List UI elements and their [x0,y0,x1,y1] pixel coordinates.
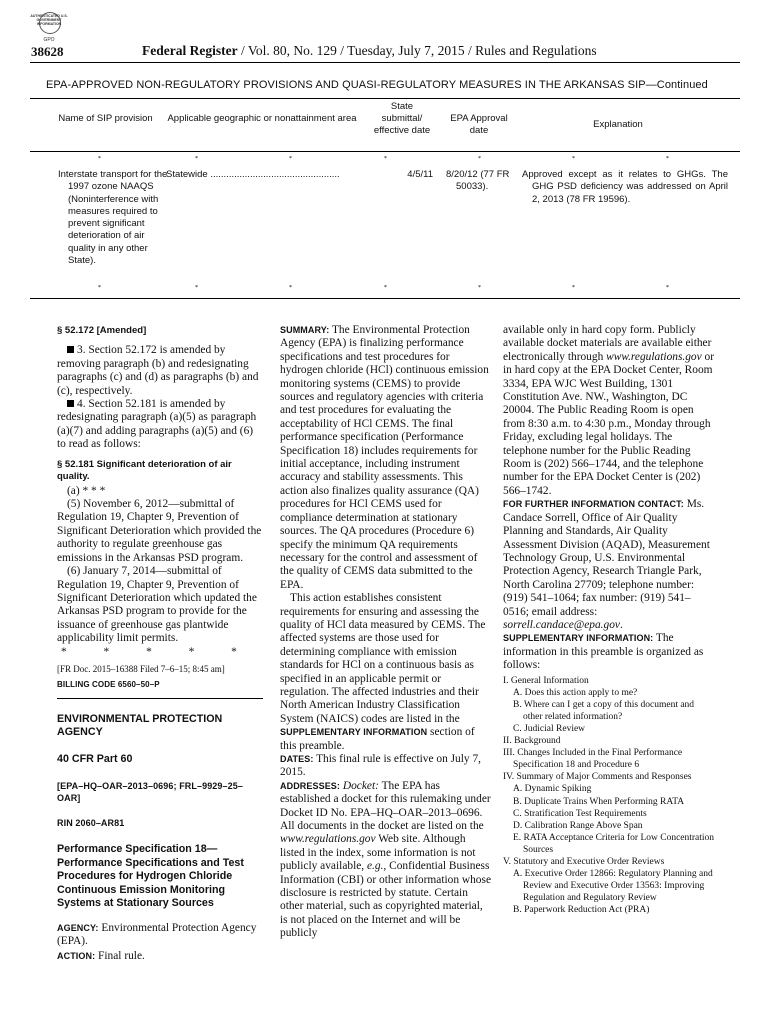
toc-item: A. Executive Order 12866: Regulatory Planning and Review and Executive Order 13563: Improving Regulation and Regulatory Review [513,869,713,904]
toc-item: C. Judicial Review [513,723,586,734]
table-bottom-rule [30,298,740,299]
addresses-paragraph: ADDRESSES: Docket: The EPA has established a docket for this rulemaking under Docket ID No. EPA–HQ–OAR–2013–0696. All documents in the docket are listed on the www.regulations.gov Web site. Although listed in the index, some information is not publicly available, e.g., Confidential Business Information (CBI) or other information whose disclosure is restricted by statute. Certain other material, such as copyrighted material, is not placed on the Internet and will be publicly [280,779,491,940]
agency-heading: ENVIRONMENTAL PROTECTION AGENCY [57,712,223,738]
table-title: EPA-APPROVED NON-REGULATORY PROVISIONS AND QUASI-REGULATORY MEASURES IN THE ARKANSAS SIP—Continued [46,79,708,91]
regulations-gov-link[interactable]: www.regulations.gov [606,350,702,363]
continuation-mark: * [384,156,387,162]
column-header-state-date: State submittal/ effective date [373,101,431,136]
column-1 [57,324,263,964]
publication-name: Federal Register [142,43,238,58]
summary-paragraph: SUMMARY: The Environmental Protection Agency (EPA) is finalizing performance specifications and test procedures for hydrogen chloride (HCl) continuous emission monitoring systems (CEMS) to provide sources and regulatory agencies with criteria and test procedures for evaluating the acceptability of HCl CEMS. The final performance specification (Performance Specification 18) includes requirements for initial acceptance, including instrument accuracy and stability assessments. This action also finalizes quality assurance (QA) procedures for HCl CEMS used for compliance determination at stationary sources. The QA procedures (Procedure 6) specify the minimum QA requirements necessary for the control and assessment of the quality of CEMS data submitted to the EPA. [280,324,489,591]
continuation-mark: * [666,285,669,291]
continuation-mark: * [384,285,387,291]
table-top-rule [30,98,740,99]
summary-paragraph-2: This action establishes consistent requirements for ensuring and assessing the quality of HCl data measured by CEMS. The affected systems are those used for determining compliance with emission standards for HCl on a continuous basis as specified in an applicable permit or regulation. The affected industries and their North American Industry Classification System (NAICS) codes are listed in the SUPPLEMENTARY INFORMATION section of this preamble. [280,592,486,752]
rin-number: RIN 2060–AR81 [57,817,125,828]
toc-item: D. Calibration Range Above Span [513,820,643,831]
gpo-logo-text: AUTHENTICATED U.S. GOVERNMENT INFORMATION [30,14,68,26]
continuation-mark: * [478,285,481,291]
table-header-rule [30,151,740,152]
document-separator-rule [57,698,263,699]
amendatory-instruction-3: 3. Section 52.172 is amended by removing paragraph (b) and redesignating paragraphs (c) and (d) as paragraphs (b) and (c), respectively. [57,344,259,397]
contact-email-link[interactable]: sorrell.candace@epa.gov [503,618,620,631]
table-cell-name: Interstate transport for the 1997 ozone NAAQS (Noninterference with measures required to prevent significant deterioration of air quality in any other State). [58,169,168,267]
bullet-square-icon [67,346,74,353]
paragraph-a6: (6) January 7, 2014—submittal of Regulation 19, Chapter 9, Prevention of Significant Deterioration which updated the Arkansas PSD program to provide for the issuance of greenhouse gas plantwide applicability limit permits. [57,565,257,645]
toc-item: E. RATA Acceptance Criteria for Low Concentration Sources [513,832,715,855]
toc-item: II. Background [503,736,561,747]
agency-line: AGENCY: Environmental Protection Agency (EPA). [57,921,257,948]
paragraph-a: (a) * * * [67,484,106,497]
regulations-gov-link[interactable]: www.regulations.gov [280,833,376,846]
toc-item: V. Statutory and Executive Order Reviews [503,856,665,867]
column-header-explanation: Explanation [593,119,643,130]
column-header-epa-date: EPA Approval date [450,113,508,136]
issue-info: / Vol. 80, No. 129 / Tuesday, July 7, 2015 / Rules and Regulations [237,43,597,58]
toc-item: A. Does this action apply to me? [513,687,638,698]
continuation-mark: * [572,156,575,162]
rule-title: Performance Specification 18—Performance Specifications and Test Procedures for Hydrogen Chloride Continuous Emission Monitoring Systems at Stationary Sources [57,843,244,910]
docket-availability-paragraph: available only in hard copy form. Publicly available docket materials are available either electronically through www.regulations.gov or in hard copy at the EPA Docket Center, Room 3334, EPA WJC West Building, 1301 Constitution Ave. NW., Washington, DC 20004. The Public Reading Room is open from 8:30 a.m. to 4:30 p.m., Monday through Friday, excluding legal holidays. The telephone number for the Public Reading Room is (202) 566–1744, and the telephone number for the EPA Docket Center is (202) 566–1742. [503,324,715,497]
toc-item: I. General Information [503,675,589,686]
fr-doc-line: [FR Doc. 2015–16388 Filed 7–6–15; 8:45 am] [57,663,225,674]
toc-item: B. Duplicate Trains When Performing RATA [513,796,685,807]
toc-item: A. Dynamic Spiking [513,784,592,795]
table-cell-epa-date: 8/20/12 (77 FR 50033). [446,169,510,193]
toc-item: III. Changes Included in the Final Performance Specification 18 and Procedure 6 [503,748,683,771]
table-cell-area: Statewide ................................................. [166,169,340,180]
dates-paragraph: DATES: This final rule is effective on July 7, 2015. [280,753,481,779]
continuation-mark: * [98,156,101,162]
docket-number: [EPA–HQ–OAR–2013–0696; FRL–9929–25–OAR] [57,780,243,803]
action-line: ACTION: Final rule. [57,950,145,963]
continuation-mark: * [666,156,669,162]
billing-code: BILLING CODE 6560–50–P [57,680,160,690]
column-header-name: Name of SIP provision [58,113,153,124]
column-3 [503,324,715,916]
section-heading-52-172: § 52.172 [Amended] [57,325,147,336]
toc-item: C. Stratification Test Requirements [513,808,647,819]
continuation-mark: * [289,285,292,291]
column-2 [280,324,491,941]
continuation-mark: * [98,285,101,291]
toc-item: B. Where can I get a copy of this document and other related information? [513,699,695,722]
continuation-mark: * [289,156,292,162]
omission-stars: * * * * * [61,645,254,658]
continuation-mark: * [478,156,481,162]
gpo-authenticated-logo [30,12,66,44]
continuation-mark: * [195,156,198,162]
bullet-square-icon [67,400,74,407]
column-header-area: Applicable geographic or nonattainment area [167,113,357,124]
section-heading-52-181: § 52.181 Significant deterioration of air quality. [57,458,232,482]
table-cell-explanation: Approved except as it relates to GHGs. The GHG PSD deficiency was addressed on April 2, 2013 (78 FR 19596). [522,169,728,205]
table-of-contents [503,675,715,917]
paragraph-a5: (5) November 6, 2012—submittal of Regulation 19, Chapter 9, Prevention of Significant Deterioration which provided the authority to regulate greenhouse gas emissions in the Arkansas PSD program. [57,498,262,564]
toc-item: B. Paperwork Reduction Act (PRA) [513,905,650,916]
running-header [142,43,597,59]
table-cell-state-date: 4/5/11 [407,169,433,180]
toc-item: IV. Summary of Major Comments and Responses [503,772,692,783]
continuation-mark: * [195,285,198,291]
continuation-mark: * [572,285,575,291]
cfr-part: 40 CFR Part 60 [57,752,133,765]
supplementary-info-paragraph: SUPPLEMENTARY INFORMATION: The information in this preamble is organized as follows: [503,632,704,672]
header-rule [30,62,740,63]
contact-paragraph: FOR FURTHER INFORMATION CONTACT: Ms. Candace Sorrell, Office of Air Quality Planning and Standards, Air Quality Assessment Division (AQAD), Measurement Technology Group, U.S. Environmental Protection Agency, Research Triangle Park, North Carolina 27709; telephone number: (919) 541–1064; fax number: (919) 541–0516; email address: sorrell.candace@epa.gov. [503,498,710,631]
page-number: 38628 [31,44,64,59]
amendatory-instruction-4: 4. Section 52.181 is amended by redesignating paragraph (a)(5) as paragraph (a)(7) and adding paragraphs (a)(5) and (6) to read as follows: [57,398,257,451]
gpo-label: GPO [43,37,55,43]
